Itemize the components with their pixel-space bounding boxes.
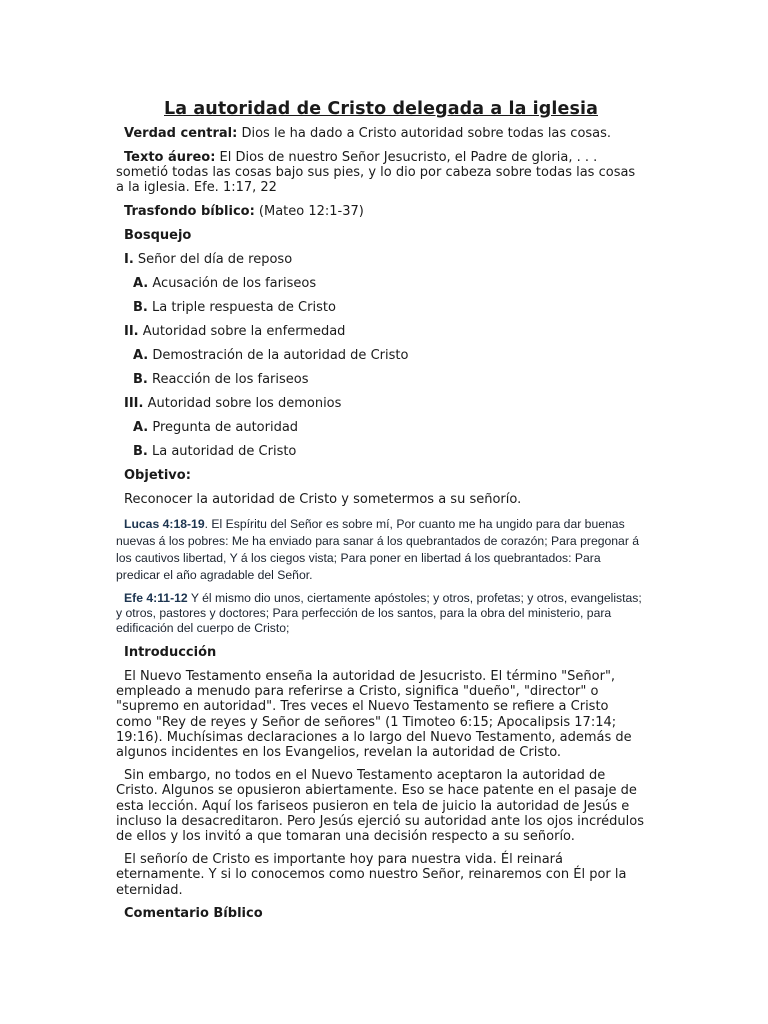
outline-section-number: II. — [124, 324, 139, 339]
document-page — [116, 98, 646, 930]
texto-aureo — [116, 150, 646, 195]
outline-item — [133, 372, 646, 387]
objetivo-heading: Objetivo: — [124, 468, 191, 483]
outline-item-letter: B. — [133, 300, 148, 315]
texto-aureo-text: El Dios de nuestro Señor Jesucristo, el Padre de gloria, . . . sometió todas las cosas bajo sus pies, y lo dio por cabeza sobre todas las cosas a la iglesia. Efe. 1:17, 22 — [116, 150, 636, 195]
outline-item-text: Pregunta de autoridad — [148, 420, 299, 435]
verdad-central — [116, 126, 646, 141]
comentario-heading: Comentario Bíblico — [124, 905, 263, 921]
outline-item-text: Reacción de los fariseos — [147, 372, 309, 387]
verse-text: . El Espíritu del Señor es sobre mí, Por cuanto me ha ungido para dar buenas nuevas á los pobres: Me ha enviado para sanar á los quebrantados de corazón; Para pregonar á los cautivos libertad, Y á los ciegos vista; Para poner en libertad á los quebrantados: Para predicar el año agradable del Señor. — [116, 517, 640, 582]
intro-paragraph: El Nuevo Testamento enseña la autoridad de Jesucristo. El término "Señor", empleado a menudo para referirse a Cristo, significa "dueño", "director" o "supremo en autoridad". Tres veces el Nuevo Testamento se refiere a Cristo como "Rey de reyes y Señor de señores" (1 Timoteo 6:15; Apocalipsis 17:14; 19:16). Muchísimas declaraciones a lo largo del Nuevo Testamento, además de algunos incidentes en los Evangelios, revelan la autoridad de Cristo. — [116, 669, 632, 761]
verdad-central-text: Dios le ha dado a Cristo autoridad sobre todas las cosas. — [237, 126, 612, 141]
outline-item-text: La triple respuesta de Cristo — [147, 300, 336, 315]
outline-section-text: Señor del día de reposo — [133, 252, 293, 267]
verse-lucas — [116, 516, 646, 584]
trasfondo-biblico — [116, 204, 646, 219]
verdad-central-label: Verdad central: — [124, 126, 238, 141]
outline-section-number: I. — [124, 252, 134, 267]
outline-item — [133, 420, 646, 435]
intro-paragraph: Sin embargo, no todos en el Nuevo Testamento aceptaron la autoridad de Cristo. Algunos se opusieron abiertamente. Eso se hace patente en el pasaje de esta lección. Aquí los fariseos pusieron en tela de juicio la autoridad de Jesús e incluso la desacreditaron. Pero Jesús ejerció su autoridad ante los ojos incrédulos de ellos y los invitó a que tomaran una decisión respecto a su señorío. — [116, 768, 645, 845]
outline-item-text: Acusación de los fariseos — [148, 276, 317, 291]
outline-item-letter: B. — [133, 372, 148, 387]
outline-item-letter: A. — [133, 348, 149, 363]
outline-item — [133, 276, 646, 291]
outline-item — [133, 444, 646, 459]
verse-efesios — [116, 591, 646, 636]
outline-item-letter: A. — [133, 276, 149, 291]
outline-item-letter: A. — [133, 420, 149, 435]
outline-section-2 — [124, 324, 646, 339]
outline-section-number: III. — [124, 396, 144, 411]
page-title: La autoridad de Cristo delegada a la iglesia — [164, 99, 598, 119]
outline-item — [133, 300, 646, 315]
trasfondo-label: Trasfondo bíblico: — [124, 204, 255, 219]
objetivo-text: Reconocer la autoridad de Cristo y sometermos a su señorío. — [124, 492, 522, 507]
introduccion-heading: Introducción — [124, 645, 217, 660]
outline-section-text: Autoridad sobre la enfermedad — [138, 324, 346, 339]
bosquejo-heading: Bosquejo — [124, 228, 192, 243]
outline-section-text: Autoridad sobre los demonios — [143, 396, 342, 411]
outline-item — [133, 348, 646, 363]
trasfondo-text: (Mateo 12:1-37) — [254, 204, 364, 219]
verse-text: Y él mismo dio unos, ciertamente apóstoles; y otros, profetas; y otros, evangelistas; y otros, pastores y doctores; Para perfección de los santos, para la obra del ministerio, para edificación del cuerpo de Cristo; — [116, 591, 642, 635]
verse-reference: Efe 4:11-12 — [124, 591, 188, 605]
outline-item-text: Demostración de la autoridad de Cristo — [148, 348, 409, 363]
outline-section-1 — [124, 252, 646, 267]
outline-item-text: La autoridad de Cristo — [147, 444, 297, 459]
outline-item-letter: B. — [133, 444, 148, 459]
intro-paragraph: El señorío de Cristo es importante hoy para nuestra vida. Él reinará eternamente. Y si lo conocemos como nuestro Señor, reinaremos con Él por la eternidad. — [116, 852, 627, 898]
verse-reference: Lucas 4:18-19 — [124, 517, 205, 531]
texto-aureo-label: Texto áureo: — [124, 150, 216, 165]
outline-section-3 — [124, 396, 646, 411]
